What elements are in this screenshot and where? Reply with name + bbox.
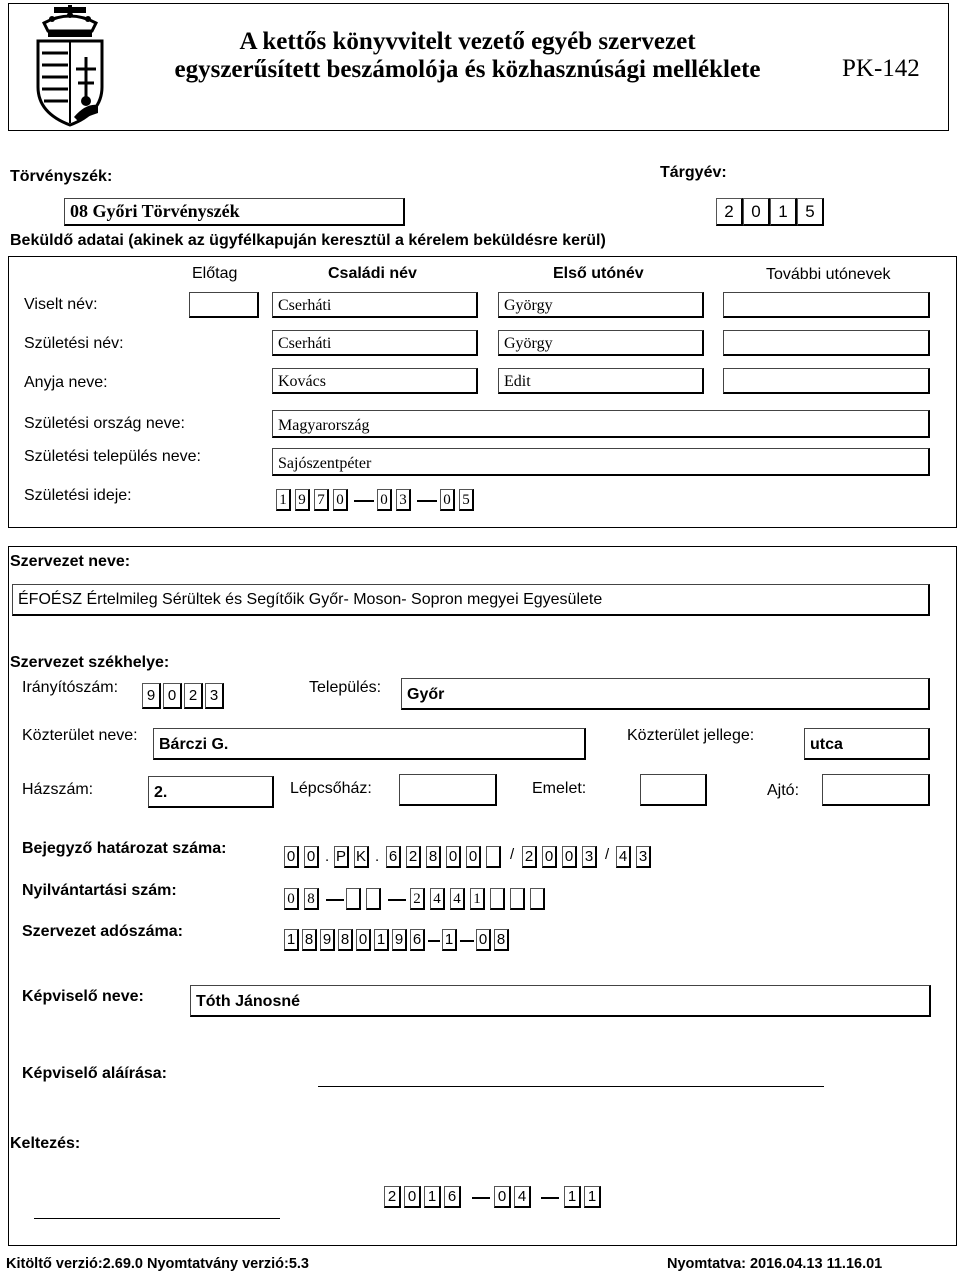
bejegyzo-slash: / xyxy=(605,846,610,863)
nyilvantartasi-label: Nyilvántartási szám: xyxy=(22,882,177,899)
bejegyzo-char: 2 xyxy=(406,846,421,868)
szuletesi-elso-value: György xyxy=(504,335,553,352)
targyev-digit: 0 xyxy=(743,198,770,226)
keltezes-place-line[interactable] xyxy=(34,1218,280,1219)
keltezes-year-digit: 6 xyxy=(444,1186,461,1208)
bejegyzo-char: 0 xyxy=(446,846,461,868)
hazszam-value: 2. xyxy=(154,784,168,801)
ado-digit: 1 xyxy=(442,929,457,951)
ajto-field[interactable] xyxy=(822,774,930,806)
targyev-digit: 2 xyxy=(716,198,743,226)
szuletesi-csaladi-value: Cserháti xyxy=(278,335,332,352)
adoszam-label: Szervezet adószáma: xyxy=(22,923,183,940)
irsz-digit: 2 xyxy=(184,683,203,709)
ado-digit: 8 xyxy=(494,929,509,951)
form-code: PK-142 xyxy=(842,55,920,82)
bejegyzo-char: 3 xyxy=(582,846,597,868)
nyilv-char: 0 xyxy=(284,888,299,910)
targyev-box[interactable] xyxy=(716,198,826,226)
nyilv-char xyxy=(530,888,545,910)
nyilv-separator-2 xyxy=(388,899,406,901)
anyja-elso-value: Edit xyxy=(504,373,531,390)
ideje-separator-2 xyxy=(417,500,437,502)
ideje-year-digit: 7 xyxy=(314,489,329,511)
bejegyzo-char xyxy=(486,846,501,868)
anyja-elso-field[interactable] xyxy=(498,368,704,394)
bejegyzo-char: 0 xyxy=(562,846,577,868)
ado-digit: 1 xyxy=(284,929,299,951)
keltezes-field[interactable] xyxy=(384,1186,604,1210)
col-tovabbi-header: További utónevek xyxy=(766,266,891,283)
ideje-month-digit: 3 xyxy=(396,489,411,511)
bejegyzo-dot: . xyxy=(325,848,330,865)
hazszam-label: Házszám: xyxy=(22,781,94,798)
targyev-label: Tárgyév: xyxy=(660,164,727,181)
keltezes-separator-1 xyxy=(472,1197,490,1199)
ado-digit: 8 xyxy=(338,929,353,951)
bejegyzo-char: 4 xyxy=(616,846,631,868)
bejegyzo-field[interactable] xyxy=(282,846,652,870)
szervezet-neve-value: ÉFOÉSZ Értelmileg Sérültek és Segítőik Győr- Moson- Sopron megyei Egyesülete xyxy=(18,591,603,608)
nyilv-char: 2 xyxy=(410,888,425,910)
iranyitoszam-label: Irányítószám: xyxy=(22,679,119,696)
szuletesi-ideje-label: Születési ideje: xyxy=(24,487,132,504)
szuletesi-orszag-field[interactable] xyxy=(272,410,930,438)
ideje-year-digit: 1 xyxy=(276,489,291,511)
nyilv-char xyxy=(490,888,505,910)
footer-version: Kitöltő verzió:2.69.0 Nyomtatvány verzió:5.3 xyxy=(6,1256,309,1272)
ado-digit: 8 xyxy=(302,929,317,951)
nyilv-char: 1 xyxy=(470,888,485,910)
viselt-csaladi-value: Cserháti xyxy=(278,297,332,314)
keltezes-separator-2 xyxy=(541,1197,559,1199)
nyilv-char: 4 xyxy=(430,888,445,910)
szuletesi-nev-label: Születési név: xyxy=(24,335,124,352)
szekhely-label: Szervezet székhelye: xyxy=(10,654,170,671)
irsz-digit: 3 xyxy=(205,683,224,709)
nyilv-char xyxy=(346,888,361,910)
szuletesi-ideje-field[interactable] xyxy=(276,489,486,515)
header-title-line2: egyszerűsített beszámolója és közhasznúsági melléklete xyxy=(174,56,761,83)
lepcsohaz-field[interactable] xyxy=(399,774,497,806)
kozterulet-jellege-label: Közterület jellege: xyxy=(627,727,755,744)
ideje-year-digit: 0 xyxy=(333,489,348,511)
ado-digit: 9 xyxy=(392,929,407,951)
keltezes-day-digit: 1 xyxy=(584,1186,601,1208)
ideje-month-digit: 0 xyxy=(377,489,392,511)
hazszam-field[interactable] xyxy=(148,776,274,808)
szuletesi-orszag-value: Magyarország xyxy=(278,417,370,434)
footer-printed: Nyomtatva: 2016.04.13 11.16.01 xyxy=(667,1256,883,1272)
ideje-year-digit: 9 xyxy=(295,489,310,511)
nyilv-char: 8 xyxy=(304,888,319,910)
bejegyzo-char: 0 xyxy=(284,846,299,868)
szuletesi-elso-field[interactable] xyxy=(498,330,704,356)
ideje-day-digit: 0 xyxy=(440,489,455,511)
viselt-nev-label: Viselt név: xyxy=(24,296,98,313)
targyev-digit: 5 xyxy=(797,198,824,226)
torvenyszek-field[interactable] xyxy=(64,198,405,226)
keltezes-label: Keltezés: xyxy=(10,1135,81,1152)
bejegyzo-char: 3 xyxy=(636,846,651,868)
emelet-label: Emelet: xyxy=(532,780,587,797)
col-csaladi-header: Családi név xyxy=(328,265,417,282)
ado-digit: 0 xyxy=(356,929,371,951)
szervezet-neve-label: Szervezet neve: xyxy=(10,553,131,570)
anyja-csaladi-value: Kovács xyxy=(278,373,326,390)
szuletesi-orszag-label: Születési ország neve: xyxy=(24,415,185,432)
telepules-label: Település: xyxy=(309,679,382,696)
iranyitoszam-field[interactable] xyxy=(142,683,228,709)
nyilv-separator-1 xyxy=(326,899,344,901)
bejegyzo-char: 0 xyxy=(542,846,557,868)
bejegyzo-char: K xyxy=(354,846,369,868)
ajto-label: Ajtó: xyxy=(767,782,800,799)
keltezes-month-digit: 0 xyxy=(494,1186,511,1208)
nyilv-char xyxy=(510,888,525,910)
szuletesi-telepules-label: Születési település neve: xyxy=(24,448,201,465)
anyja-csaladi-field[interactable] xyxy=(272,368,478,394)
kozterulet-jellege-value: utca xyxy=(810,736,843,753)
bejegyzo-char: P xyxy=(334,846,349,868)
bejegyzo-label: Bejegyző határozat száma: xyxy=(22,840,227,857)
irsz-digit: 9 xyxy=(142,683,161,709)
col-elotag-header: Előtag xyxy=(192,265,238,282)
szervezet-neve-field[interactable] xyxy=(12,584,930,616)
kozterulet-neve-field[interactable] xyxy=(153,728,586,760)
ado-digit: 0 xyxy=(476,929,491,951)
telepules-field[interactable] xyxy=(401,678,930,710)
ado-digit: 9 xyxy=(320,929,335,951)
keltezes-day-digit: 1 xyxy=(564,1186,581,1208)
kozterulet-jellege-field[interactable] xyxy=(804,728,930,760)
adoszam-field[interactable] xyxy=(282,929,514,953)
targyev-digit: 1 xyxy=(770,198,797,226)
szuletesi-csaladi-field[interactable] xyxy=(272,330,478,356)
kozterulet-neve-label: Közterület neve: xyxy=(22,727,138,744)
telepules-value: Győr xyxy=(407,686,445,703)
keltezes-year-digit: 0 xyxy=(404,1186,421,1208)
bejegyzo-char: 6 xyxy=(386,846,401,868)
emelet-field[interactable] xyxy=(640,774,707,806)
header-title-line1: A kettős könyvvitelt vezető egyéb szervezet xyxy=(239,28,696,55)
ado-digit: 6 xyxy=(410,929,425,951)
ado-separator-2 xyxy=(460,940,474,942)
szuletesi-telepules-field[interactable] xyxy=(272,448,930,476)
bejegyzo-char: 2 xyxy=(522,846,537,868)
bejegyzo-dot: . xyxy=(375,848,380,865)
torvenyszek-label: Törvényszék: xyxy=(10,168,113,185)
coat-of-arms-icon xyxy=(28,5,112,129)
ado-digit: 1 xyxy=(374,929,389,951)
keltezes-month-digit: 4 xyxy=(514,1186,531,1208)
viselt-elso-field[interactable] xyxy=(498,292,704,318)
kepviselo-neve-value: Tóth Jánosné xyxy=(196,993,301,1010)
kepviselo-neve-label: Képviselő neve: xyxy=(22,988,144,1005)
bejegyzo-slash: / xyxy=(510,846,515,863)
anyja-neve-label: Anyja neve: xyxy=(24,374,108,391)
viselt-elso-value: György xyxy=(504,297,553,314)
bejegyzo-char: 0 xyxy=(466,846,481,868)
kepviselo-neve-field[interactable] xyxy=(190,985,931,1017)
szuletesi-telepules-value: Sajószentpéter xyxy=(278,455,372,472)
bejegyzo-char: 8 xyxy=(426,846,441,868)
szuletesi-tovabbi-field[interactable] xyxy=(723,330,930,356)
nyilvantartasi-field[interactable] xyxy=(282,888,552,912)
kepviselo-alairasa-label: Képviselő aláírása: xyxy=(22,1065,167,1082)
col-elso-header: Első utónév xyxy=(553,265,644,282)
kozterulet-neve-value: Bárczi G. xyxy=(159,736,229,753)
nyilv-char xyxy=(366,888,381,910)
bekuldo-title: Beküldő adatai (akinek az ügyfélkapuján keresztül a kérelem beküldésre kerül) xyxy=(10,232,606,249)
viselt-csaladi-field[interactable] xyxy=(272,292,478,318)
viselt-tovabbi-field[interactable] xyxy=(723,292,930,318)
keltezes-year-digit: 2 xyxy=(384,1186,401,1208)
ado-separator-1 xyxy=(428,940,440,942)
torvenyszek-value: 08 Győri Törvényszék xyxy=(70,201,240,221)
viselt-elotag-field[interactable] xyxy=(189,292,259,318)
lepcsohaz-label: Lépcsőház: xyxy=(290,780,372,797)
irsz-digit: 0 xyxy=(163,683,182,709)
signature-line[interactable] xyxy=(318,1086,824,1087)
nyilv-char: 4 xyxy=(450,888,465,910)
bejegyzo-char: 0 xyxy=(304,846,319,868)
keltezes-year-digit: 1 xyxy=(424,1186,441,1208)
ideje-separator-1 xyxy=(354,500,374,502)
anyja-tovabbi-field[interactable] xyxy=(723,368,930,394)
ideje-day-digit: 5 xyxy=(459,489,474,511)
